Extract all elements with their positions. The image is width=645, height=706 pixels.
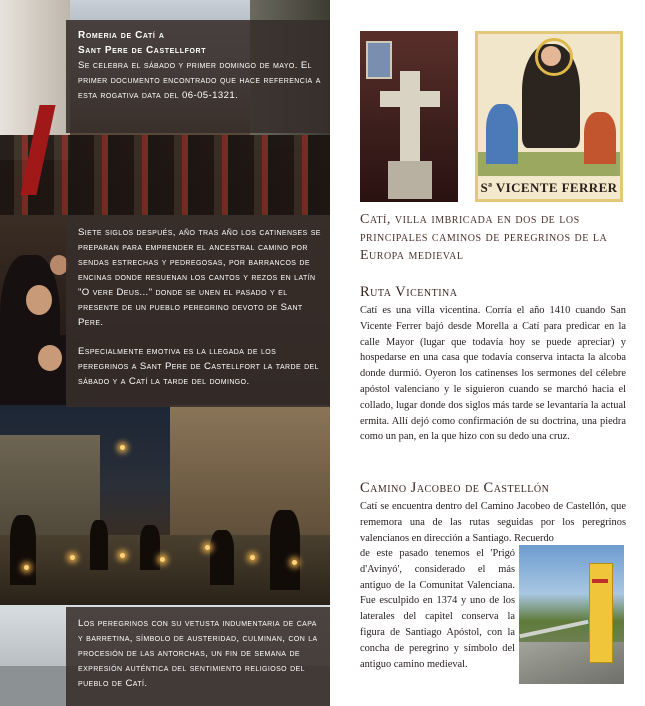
- caption-siete-siglos: [66, 215, 330, 407]
- camino-jacobeo-heading: Camino Jacobeo de Castellón: [360, 480, 550, 496]
- torch-procession-photo: [0, 405, 330, 605]
- caption-romeria-title-2: Sant Pere de Castellfort: [78, 45, 207, 56]
- camino-jacobeo-text-top: Catí se encuentra dentro del Camino Jacobeo de Castellón, que rememora una de las rutas seguidas por los peregrinos valencianos en dirección a Santiago. Recuerdo: [360, 501, 626, 544]
- right-column: [360, 0, 630, 706]
- caption-romeria-title-1: Romeria de Catí a: [78, 30, 165, 41]
- ruta-vicentina-text: Catí es una villa vicentina. Corría el año 1410 cuando San Vicente Ferrer bajó desde Morella a Catí para predicar en la calle Mayor (lugar que todavía hoy se puede apreciar) y hospedarse en una casa que todavía conserva intacta la alcoba donde durmió. Oyeron los catinenses los sermones del célebre apóstol valenciano y le siguieron cuando se marchó hacia el collado, lugar donde dos siglos más tarde se levantaría la actual ermita. Allí dejó como confirmación de su doctrina, una piedra como un pan, en la que hizo con su dedo una cruz.: [360, 305, 626, 443]
- caption-antorchas: [66, 607, 330, 706]
- caption-romeria: [66, 20, 330, 133]
- tile-label: Sª VICENTE FERRER: [478, 177, 620, 199]
- caption-antorchas-text: Los peregrinos con su vetusta indumentaria de capa y barretina, símbolo de austeridad, culminan, con la procesión de las antorchas, un fin de semana de expresión auténtica del sentimiento religioso del pueblo de Catí.: [78, 618, 318, 689]
- camino-sign-photo: [519, 545, 624, 684]
- camino-jacobeo-text-side: de este pasado tenemos el 'Prigó d'Avinyó', considerado el más antiguo de la Comunitat Valenciana. Fue esculpido en 1374 y uno de los laterales del capitel conserva la figura de Santiago Apóstol, con la concha de peregrino y símbolo del antiguo camino medieval.: [360, 548, 515, 670]
- caption-llegada-text: Especialmente emotiva es la llegada de los peregrinos a Sant Pere de Castellfort la tarde del sábado y a Catí la tarde del domingo.: [78, 346, 319, 387]
- caption-romeria-body: Se celebra el sábado y primer domingo de mayo. El primer documento encontrado que hace referencia a esta rogativa data del 06-05-1321.: [78, 60, 321, 101]
- section-subtitle: Catí, villa imbricada en dos de los principales caminos de peregrinos de la Europa medieval: [360, 212, 608, 263]
- ruta-vicentina-heading: Ruta Vicentina: [360, 284, 458, 300]
- caption-siete-siglos-text: Siete siglos después, año tras año los catinenses se preparan para emprender el ancestral camino por sendas estrechas y pedregosas, por barrancos de encinas donde resuenan los cantos y rezos en latín "O vere Deus..." donde se unen el pasado y el presente de un pueblo peregrino devoto de Sant Pere.: [78, 227, 321, 328]
- stone-cross-photo: [360, 31, 458, 202]
- saint-tile-photo: [475, 31, 623, 202]
